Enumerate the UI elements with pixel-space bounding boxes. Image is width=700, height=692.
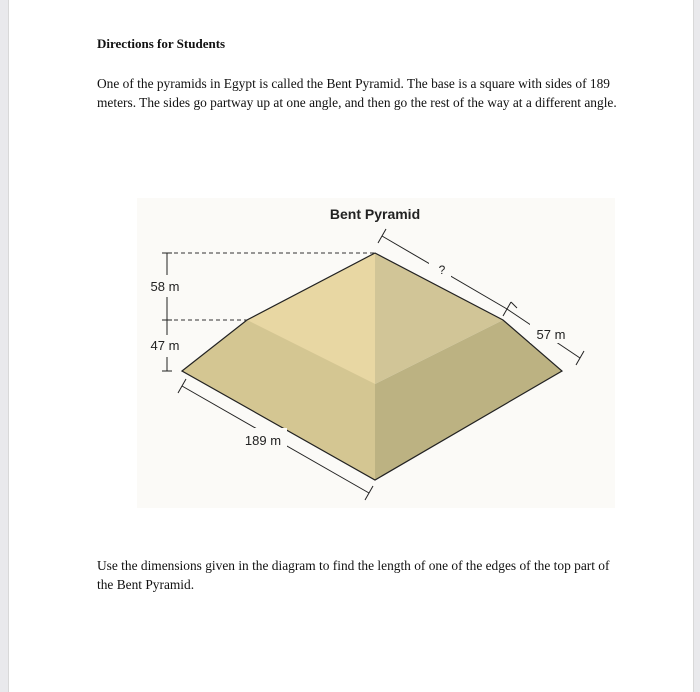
lower-height-label: 47 m [150, 338, 180, 353]
diagram-title: Bent Pyramid [329, 206, 421, 222]
upper-height-label: 58 m [150, 279, 180, 294]
pyramid-svg [137, 198, 615, 508]
lower-edge-label: 57 m [536, 327, 566, 342]
base-side-label: 189 m [244, 433, 282, 448]
bent-pyramid-diagram [137, 198, 615, 508]
intro-paragraph: One of the pyramids in Egypt is called the Bent Pyramid. The base is a square with sides of 189 meters. The sides go partway up at one angle, and then go the rest of the way at a different angle. [97, 76, 617, 110]
document-heading: Directions for Students [97, 36, 226, 51]
question-paragraph: Use the dimensions given in the diagram to find the length of one of the edges of the top part of the Bent Pyramid. [97, 558, 610, 592]
unknown-edge-label: ? [438, 263, 446, 277]
document-page [8, 0, 694, 692]
